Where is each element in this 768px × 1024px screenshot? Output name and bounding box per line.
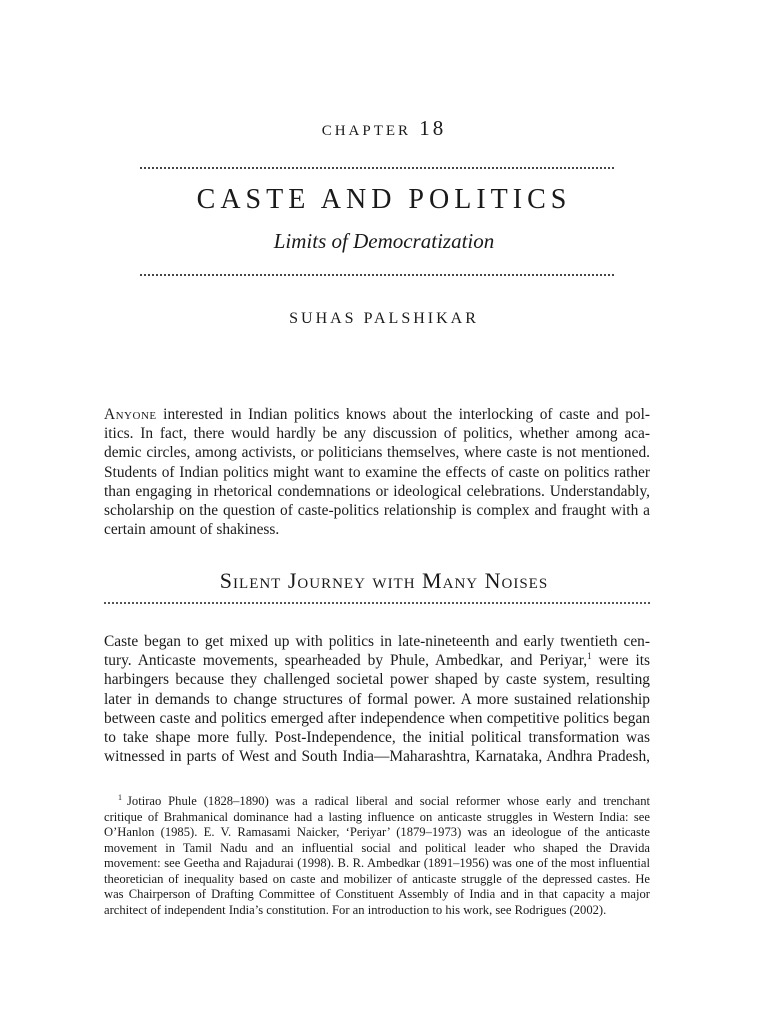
footnote-line: [104, 794, 650, 810]
body-line: Caste began to get mixed up with politics in late-nineteenth and early twentieth cen-: [104, 633, 650, 650]
footnote: [104, 794, 650, 918]
title-rule-bottom: [140, 274, 614, 276]
footnote-line: critique of Brahmanical dominance had a lasting influence on anticaste struggles in Western India: see: [104, 809, 650, 824]
title-rule-top: [140, 167, 614, 169]
body-line-text: were its: [591, 652, 650, 670]
body-paragraph: [104, 632, 650, 766]
body-line: witnessed in parts of West and South India—Maharashtra, Karnataka, Andhra Pradesh,: [104, 748, 650, 766]
intro-line: demic circles, among activists, or politicians themselves, where caste is not mentioned.: [104, 444, 650, 462]
footnote-line-text: Jotirao Phule (1828–1890) was a radical liberal and social reformer whose early and trenchant: [127, 794, 650, 808]
footnote-reference[interactable]: 1: [587, 651, 592, 662]
intro-line: than engaging in rhetorical condemnations or ideological celebrations. Understandably,: [104, 482, 650, 500]
footnote-line: movement: see Geetha and Rajadurai (1998). B. R. Ambedkar (1891–1956) was one of the most influential: [104, 856, 650, 870]
intro-paragraph: [104, 405, 650, 539]
body-line: later in demands to change structures of formal power. A more sustained relationship: [104, 690, 650, 708]
section-heading: Silent Journey with Many Noises: [219, 568, 549, 593]
intro-line: itics. In fact, there would hardly be any discussion of politics, whether among aca-: [104, 425, 650, 443]
chapter-title: CASTE AND POLITICS: [196, 184, 572, 215]
footnote-mark: 1: [118, 792, 122, 802]
body-line: between caste and politics emerged after independence when competitive politics began: [104, 709, 650, 727]
intro-line: Students of Indian politics might want to examine the effects of caste on politics rather: [104, 463, 650, 481]
chapter-subtitle: Limits of Democratization: [273, 229, 495, 253]
intro-line-text: interested in Indian politics knows about the interlocking of caste and pol-: [156, 406, 650, 423]
intro-line: certain amount of shakiness.: [104, 521, 280, 539]
footnote-line: movement in Tamil Nadu and an influential social and political leader who shaped the Dravida: [104, 840, 650, 855]
footnote-line: O’Hanlon (1985). E. V. Ramasami Naicker, ‘Periyar’ (1879–1973) was an ideologue of the anticaste: [104, 825, 650, 839]
body-line: harbingers because they challenged societal power shaped by caste system, resulting: [104, 671, 650, 689]
footnote-line: was Chairperson of Drafting Committee of Constituent Assembly of India and in that capacity a major: [104, 887, 650, 901]
footnote-line: architect of independent India’s constitution. For an introduction to his work, see Rodrigues (2002).: [104, 902, 607, 917]
footnote-line: theoretician of inequality based on caste and mobilizer of anticaste struggle of the depressed castes. He: [104, 871, 650, 886]
intro-line: [104, 405, 650, 424]
chapter-label: chapter 18: [321, 116, 447, 140]
author-name: SUHAS PALSHIKAR: [289, 310, 479, 327]
intro-line: scholarship on the question of caste-politics relationship is complex and fraught with a: [104, 502, 650, 520]
body-line: [104, 651, 650, 670]
lead-word: Anyone: [104, 406, 157, 423]
section-rule: [104, 602, 650, 604]
body-line-text: tury. Anticaste movements, spearheaded by Phule, Ambedkar, and Periyar,: [104, 652, 588, 670]
body-line: to take shape more fully. Post-Independence, the initial political transformation was: [104, 729, 650, 747]
